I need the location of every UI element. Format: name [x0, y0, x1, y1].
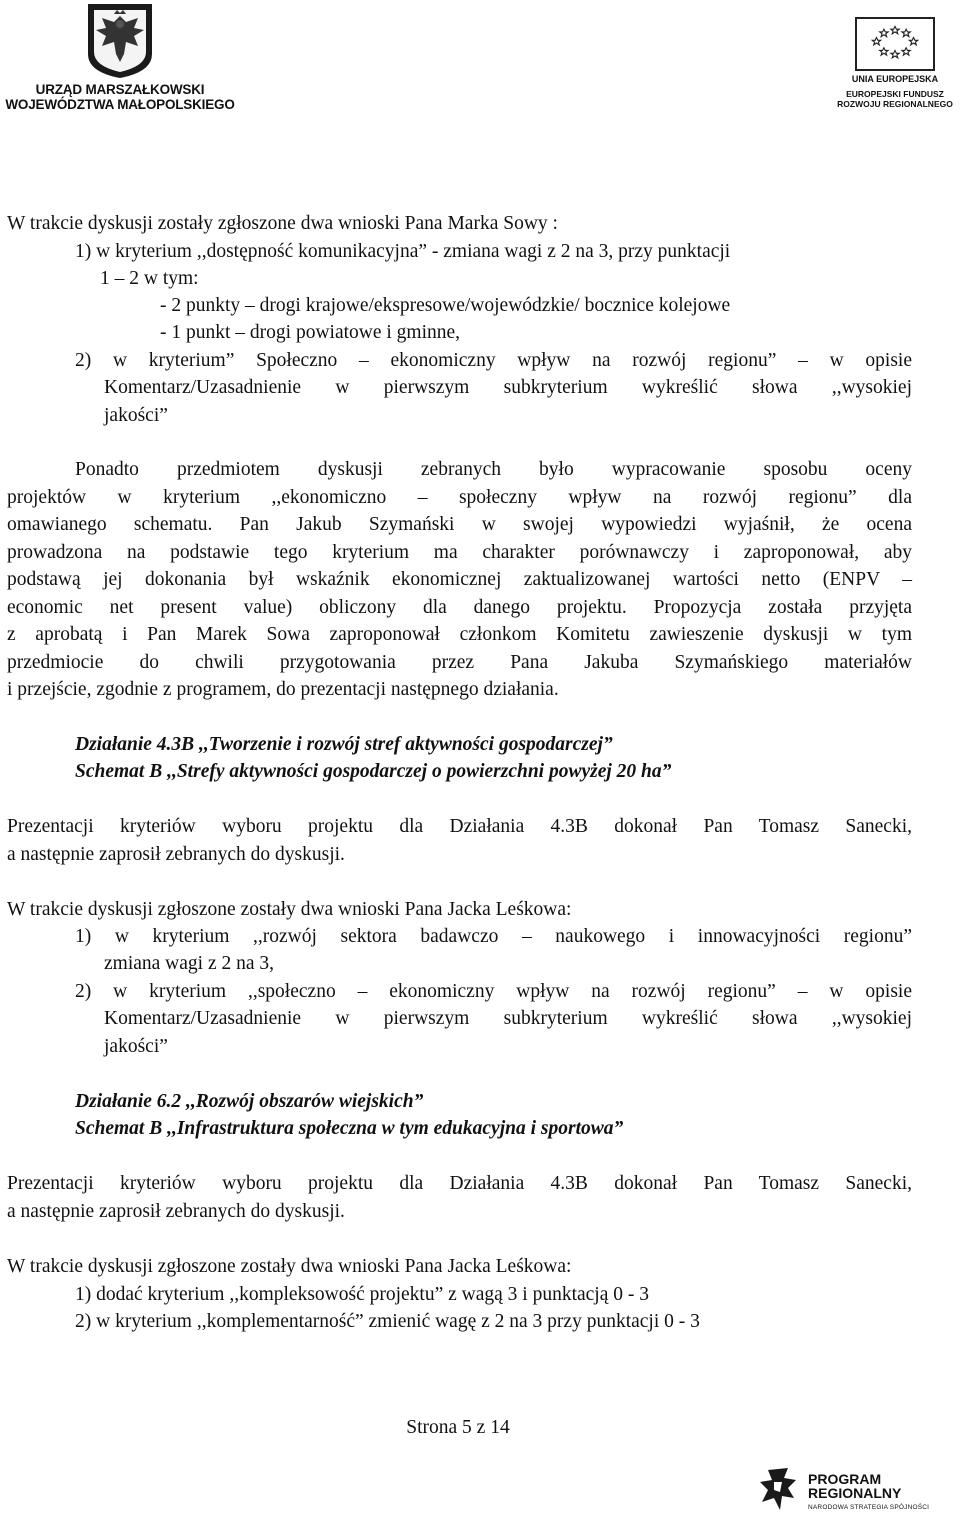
paragraph-line: omawianego schematu. Pan Jakub Szymański w swojej wypowiedzi wyjaśnił, że ocena — [7, 514, 912, 535]
section-subheading: Schemat B ,,Strefy aktywności gospodarczej o powierzchni powyżej 20 ha” — [75, 761, 672, 782]
paragraph-line: W trakcie dyskusji zgłoszone zostały dwa wnioski Pana Jacka Leśkowa: — [7, 899, 572, 920]
list-subitem: - 1 punkt – drogi powiatowe i gminne, — [160, 322, 461, 343]
paragraph-line: Prezentacji kryteriów wyboru projektu dla Działania 4.3B dokonał Pan Tomasz Sanecki, — [7, 1173, 912, 1194]
paragraph-line: prowadzona na podstawie tego kryterium ma charakter porównawczy i zaproponował, aby — [7, 542, 912, 563]
paragraph-line: Ponadto przedmiotem dyskusji zebranych było wypracowanie sposobu oceny — [75, 459, 912, 480]
eu-logo-block — [830, 12, 960, 112]
paragraph-line: a następnie zaprosił zebranych do dyskusji. — [7, 1201, 345, 1222]
org-logo-block — [0, 0, 240, 125]
eu-fund-line2: ROZWOJU REGIONALNEGO — [837, 99, 953, 109]
list-item: 1) w kryterium ,,rozwój sektora badawczo – naukowego i innowacyjności regionu” — [75, 926, 912, 947]
eu-label: UNIA EUROPEJSKA — [851, 74, 939, 84]
program-subtitle: NARODOWA STRATEGIA SPÓJNOŚCI — [808, 1504, 930, 1511]
program-title-line1: PROGRAM — [808, 1471, 882, 1487]
program-regionalny-logo — [758, 1462, 958, 1518]
list-item-line: jakości” — [104, 405, 168, 426]
paragraph-line: W trakcie dyskusji zgłoszone zostały dwa wnioski Pana Jacka Leśkowa: — [7, 1256, 572, 1277]
eu-flag-icon — [855, 17, 935, 71]
list-item-line: jakości” — [104, 1036, 168, 1057]
org-name-line1: URZĄD MARSZAŁKOWSKI — [35, 82, 205, 97]
org-name — [0, 82, 240, 112]
program-regionalny-logo-icon — [758, 1464, 802, 1516]
paragraph-line: a następnie zaprosił zebranych do dyskusji. — [7, 844, 345, 865]
eagle-coat-of-arms-icon — [80, 2, 160, 80]
program-title-line2: REGIONALNY — [808, 1485, 902, 1501]
paragraph-line: przedmiocie do chwili przygotowania przez Pana Jakuba Szymańskiego materiałów — [7, 652, 912, 673]
list-item: 1) dodać kryterium ,,kompleksowość projektu” z wagą 3 i punktacją 0 - 3 — [75, 1284, 650, 1305]
list-item-line: Komentarz/Uzasadnienie w pierwszym subkryterium wykreślić słowa ,,wysokiej — [104, 377, 912, 398]
paragraph-line: z aprobatą i Pan Marek Sowa zaproponował członkom Komitetu zawieszenie dyskusji w tym — [7, 624, 912, 645]
list-item-line: Komentarz/Uzasadnienie w pierwszym subkryterium wykreślić słowa ,,wysokiej — [104, 1008, 912, 1029]
list-item: 2) w kryterium ,,społeczno – ekonomiczny wpływ na rozwój regionu” – w opisie — [75, 981, 912, 1002]
paragraph-line: podstawą jej dokonania był wskaźnik ekonomicznej zaktualizowanej wartości netto (ENPV – — [7, 569, 912, 590]
section-heading: Działanie 4.3B ,,Tworzenie i rozwój stref aktywności gospodarczej” — [75, 734, 613, 755]
paragraph-line: economic net present value) obliczony dla danego projektu. Propozycja została przyjęta — [7, 597, 912, 618]
paragraph-line: i przejście, zgodnie z programem, do prezentacji następnego działania. — [7, 679, 559, 700]
eu-fund-line1: EUROPEJSKI FUNDUSZ — [846, 89, 944, 99]
list-item: 2) w kryterium” Społeczno – ekonomiczny wpływ na rozwój regionu” – w opisie — [75, 350, 912, 371]
eu-fund-label — [830, 89, 960, 109]
page-number: Strona 5 z 14 — [406, 1417, 510, 1438]
list-item: 2) w kryterium ,,komplementarność” zmienić wagę z 2 na 3 przy punktacji 0 - 3 — [75, 1311, 700, 1332]
paragraph-line: W trakcie dyskusji zostały zgłoszone dwa wnioski Pana Marka Sowy : — [7, 213, 558, 234]
paragraph-line: projektów w kryterium ,,ekonomiczno – społeczny wpływ na rozwój regionu” dla — [7, 487, 912, 508]
list-item-line: zmiana wagi z 2 na 3, — [104, 953, 275, 974]
org-name-line2: WOJEWÓDZTWA MAŁOPOLSKIEGO — [5, 97, 235, 112]
list-subitem: - 2 punkty – drogi krajowe/ekspresowe/wojewódzkie/ bocznice kolejowe — [160, 295, 731, 316]
list-item: 1) w kryterium ,,dostępność komunikacyjna” - zmiana wagi z 2 na 3, przy punktacji — [75, 241, 731, 262]
paragraph-line: Prezentacji kryteriów wyboru projektu dla Działania 4.3B dokonał Pan Tomasz Sanecki, — [7, 816, 912, 837]
section-heading: Działanie 6.2 ,,Rozwój obszarów wiejskich” — [75, 1091, 424, 1112]
program-title — [808, 1472, 901, 1500]
section-subheading: Schemat B ,,Infrastruktura społeczna w tym edukacyjna i sportowa” — [75, 1118, 624, 1139]
list-item-line: 1 – 2 w tym: — [100, 268, 199, 289]
